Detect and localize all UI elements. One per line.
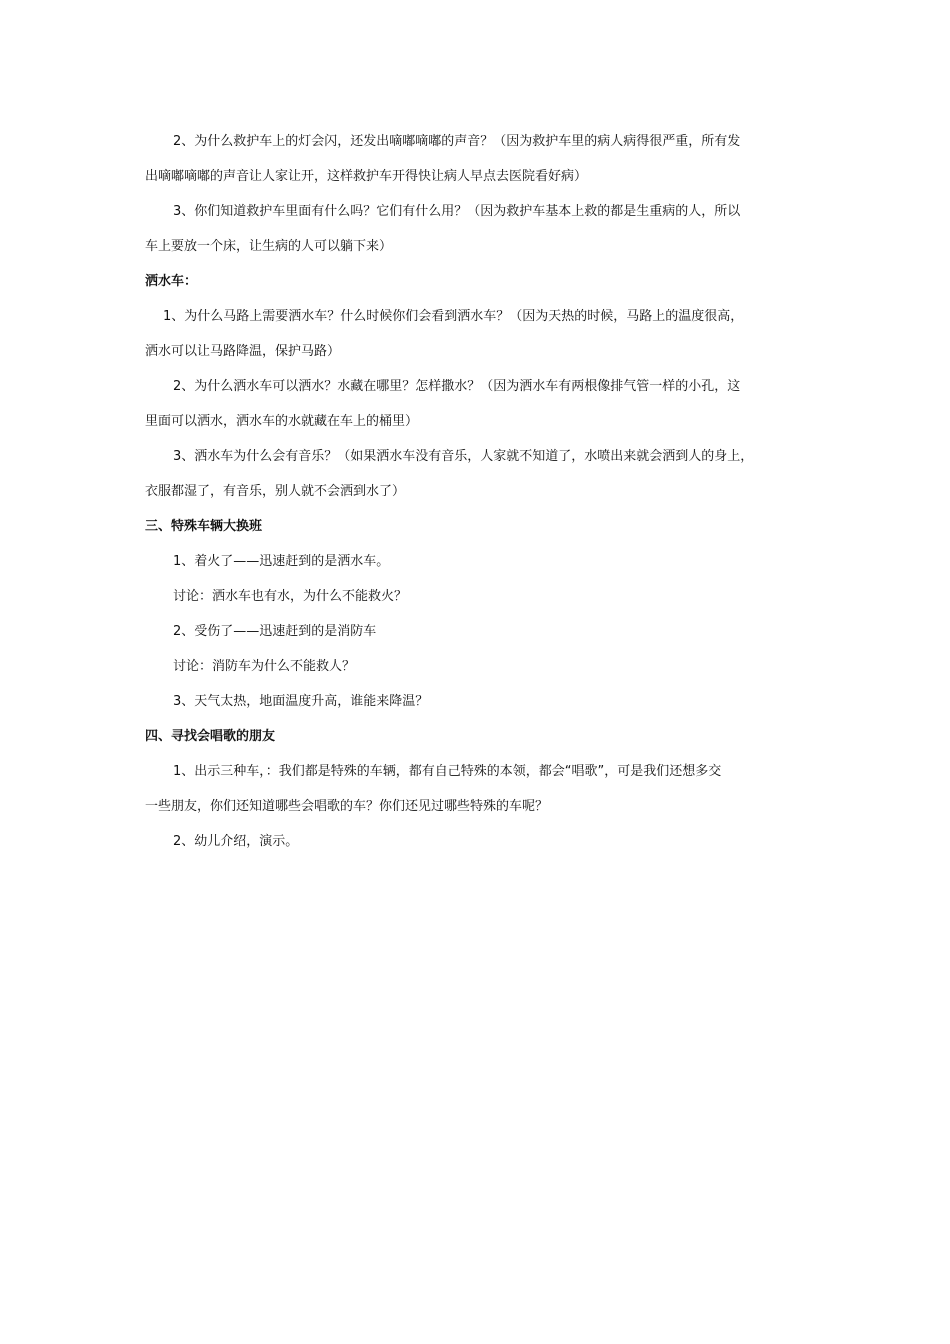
section-3-item-1: 1、着火了——迅速赶到的是洒水车。 <box>173 554 390 569</box>
section-4-item-1 <box>145 754 810 824</box>
paragraph-line: 衣服都湿了，有音乐，别人就不会洒到水了） <box>145 484 406 499</box>
paragraph-line: 车上要放一个床，让生病的人可以躺下来） <box>145 239 393 254</box>
paragraph-line: 里面可以洒水，洒水车的水就藏在车上的桶里） <box>145 414 419 429</box>
section-4-item-2: 2、幼儿介绍，演示。 <box>173 834 299 849</box>
paragraph-line: 洒水可以让马路降温，保护马路） <box>145 344 341 359</box>
paragraph-line: 3、你们知道救护车里面有什么吗？它们有什么用？（因为救护车基本上救的都是生重病的人，所以 <box>173 204 741 219</box>
section-3-discussion-2: 讨论：消防车为什么不能救人？ <box>173 659 356 674</box>
section-4-heading: 四、寻找会唱歌的朋友 <box>145 729 276 744</box>
sprinkler-heading: 洒水车： <box>145 274 198 289</box>
sprinkler-question-2 <box>145 369 810 439</box>
ambulance-question-3 <box>145 194 810 264</box>
paragraph-line: 2、为什么救护车上的灯会闪，还发出嘀嘟嘀嘟的声音？（因为救护车里的病人病得很严重，所有发 <box>173 134 741 149</box>
document-page <box>145 124 810 859</box>
paragraph-line: 一些朋友，你们还知道哪些会唱歌的车？你们还见过哪些特殊的车呢？ <box>145 799 549 814</box>
paragraph-line: 1、出示三种车，：我们都是特殊的车辆，都有自己特殊的本领，都会“唱歌”，可是我们还想多交 <box>173 764 722 779</box>
sprinkler-question-1 <box>145 299 810 369</box>
paragraph-line: 1、为什么马路上需要洒水车？什么时候你们会看到洒水车？（因为天热的时候，马路上的温度很高， <box>163 309 744 324</box>
section-3-item-2: 2、受伤了——迅速赶到的是消防车 <box>173 624 377 639</box>
section-3-discussion-1: 讨论：洒水车也有水，为什么不能救火？ <box>173 589 408 604</box>
section-3-heading: 三、特殊车辆大换班 <box>145 519 263 534</box>
sprinkler-question-3 <box>145 439 810 509</box>
ambulance-question-2 <box>145 124 810 194</box>
paragraph-line: 出嘀嘟嘀嘟的声音让人家让开，这样救护车开得快让病人早点去医院看好病） <box>145 169 588 184</box>
section-3-item-3: 3、天气太热，地面温度升高，谁能来降温？ <box>173 694 429 709</box>
paragraph-line: 3、洒水车为什么会有音乐？（如果洒水车没有音乐，人家就不知道了，水喷出来就会洒到人的身上， <box>173 449 754 464</box>
paragraph-line: 2、为什么洒水车可以洒水？水藏在哪里？怎样撒水？（因为洒水车有两根像排气管一样的小孔，这 <box>173 379 741 394</box>
